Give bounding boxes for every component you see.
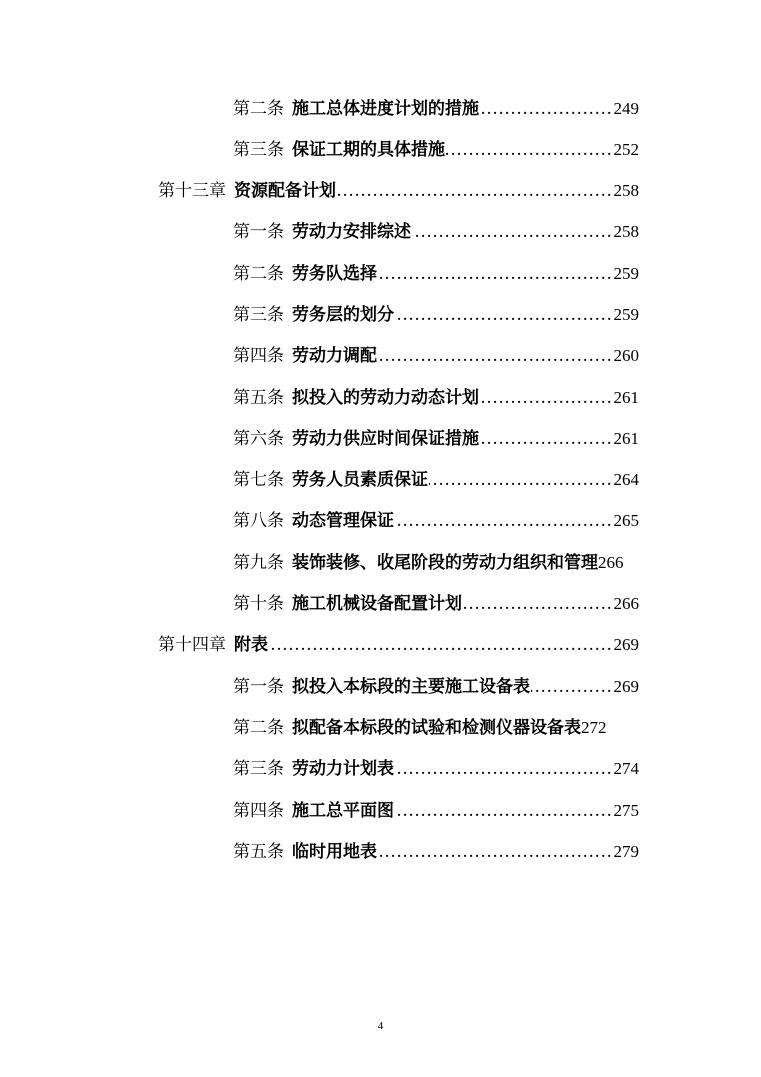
toc-entry-page: 275 <box>613 801 639 820</box>
toc-entry-page: 265 <box>613 511 639 530</box>
toc-dot-leader <box>269 634 613 656</box>
toc-entry-number: 第四条 <box>233 346 284 366</box>
toc-entry-title: 拟配备本标段的试验和检测仪器设备表 <box>292 718 581 738</box>
toc-entry[interactable] <box>233 544 624 574</box>
toc-entry-number: 第二条 <box>233 99 284 119</box>
toc-entry-number: 第九条 <box>233 553 284 573</box>
toc-entry-page: 274 <box>613 759 639 778</box>
toc-entry-title: 装饰装修、收尾阶段的劳动力组织和管理 <box>292 553 598 573</box>
toc-entry-title: 附表 <box>234 635 268 655</box>
toc-entry-number: 第三条 <box>233 305 284 325</box>
toc-entry-page: 266 <box>613 594 639 613</box>
toc-entry-title: 劳务队选择 <box>292 264 377 284</box>
toc-entry-number: 第三条 <box>233 759 284 779</box>
toc-dot-leader <box>429 469 613 491</box>
toc-entry[interactable] <box>233 709 607 739</box>
toc-entry-number: 第五条 <box>233 842 284 862</box>
toc-entry[interactable] <box>233 420 639 450</box>
toc-dot-leader <box>395 758 613 780</box>
toc-entry-title: 动态管理保证 <box>292 511 394 531</box>
toc-entry-number: 第一条 <box>233 222 284 242</box>
toc-entry-page: 259 <box>613 305 639 324</box>
toc-dot-leader <box>531 676 613 698</box>
toc-entry[interactable] <box>233 668 639 698</box>
toc-entry-number: 第十四章 <box>158 635 226 655</box>
toc-entry-title: 资源配备计划 <box>234 181 336 201</box>
toc-dot-leader <box>446 139 613 161</box>
toc-entry[interactable] <box>233 833 639 863</box>
toc-entry-number: 第八条 <box>233 511 284 531</box>
toc-chapter-entry[interactable] <box>158 626 639 656</box>
toc-dot-leader <box>337 180 613 202</box>
toc-dot-leader <box>480 98 613 120</box>
toc-entry-title: 劳动力安排综述 <box>292 222 411 242</box>
toc-dot-leader <box>378 841 613 863</box>
toc-entry[interactable] <box>233 461 639 491</box>
toc-entry[interactable] <box>233 502 639 532</box>
toc-dot-leader <box>395 304 613 326</box>
toc-dot-leader <box>378 263 613 285</box>
toc-dot-leader <box>395 510 613 532</box>
toc-entry[interactable] <box>233 131 639 161</box>
toc-entry[interactable] <box>233 337 639 367</box>
toc-entry-number: 第二条 <box>233 718 284 738</box>
toc-entry-number: 第六条 <box>233 429 284 449</box>
toc-entry-title: 保证工期的具体措施 <box>292 140 445 160</box>
toc-entry-title: 劳务层的划分 <box>292 305 394 325</box>
toc-entry-title: 拟投入的劳动力动态计划 <box>292 388 479 408</box>
toc-chapter-entry[interactable] <box>158 172 639 202</box>
toc-dot-leader <box>480 428 613 450</box>
toc-entry-page: 249 <box>613 99 639 118</box>
toc-dot-leader <box>395 800 613 822</box>
toc-entry-title: 施工总平面图 <box>292 801 394 821</box>
toc-entry-page: 252 <box>613 140 639 159</box>
toc-entry-title: 劳动力供应时间保证措施 <box>292 429 479 449</box>
toc-entry[interactable] <box>233 90 639 120</box>
toc-entry-number: 第十条 <box>233 594 284 614</box>
toc-entry-number: 第四条 <box>233 801 284 821</box>
toc-entry[interactable] <box>233 585 639 615</box>
toc-entry-number: 第十三章 <box>158 181 226 201</box>
toc-entry-number: 第二条 <box>233 264 284 284</box>
toc-entry[interactable] <box>233 255 639 285</box>
toc-entry[interactable] <box>233 792 639 822</box>
toc-entry-page: 264 <box>613 470 639 489</box>
toc-entry-number: 第三条 <box>233 140 284 160</box>
toc-entry-number: 第七条 <box>233 470 284 490</box>
toc-entry[interactable] <box>233 213 639 243</box>
toc-entry-page: 266 <box>598 553 624 572</box>
toc-entry[interactable] <box>233 750 639 780</box>
toc-entry-number: 第一条 <box>233 677 284 697</box>
toc-entry[interactable] <box>233 296 639 326</box>
toc-entry-page: 261 <box>613 388 639 407</box>
toc-dot-leader <box>480 387 613 409</box>
toc-entry-title: 劳动力调配 <box>292 346 377 366</box>
toc-entry-page: 269 <box>613 635 639 654</box>
toc-entry[interactable] <box>233 379 639 409</box>
toc-entry-page: 258 <box>613 222 639 241</box>
toc-dot-leader <box>378 345 613 367</box>
toc-entry-title: 施工总体进度计划的措施 <box>292 99 479 119</box>
toc-entry-page: 260 <box>613 346 639 365</box>
toc-dot-leader <box>412 221 613 243</box>
toc-entry-page: 259 <box>613 264 639 283</box>
toc-entry-page: 261 <box>613 429 639 448</box>
toc-entry-title: 劳务人员素质保证 <box>292 470 428 490</box>
toc-entry-number: 第五条 <box>233 388 284 408</box>
toc-entry-page: 258 <box>613 181 639 200</box>
toc-entry-title: 劳动力计划表 <box>292 759 394 779</box>
toc-entry-title: 临时用地表 <box>292 842 377 862</box>
toc-entry-title: 施工机械设备配置计划 <box>292 594 462 614</box>
toc-entry-page: 269 <box>613 677 639 696</box>
toc-entry-title: 拟投入本标段的主要施工设备表 <box>292 677 530 697</box>
toc-entry-page: 279 <box>613 842 639 861</box>
page-number: 4 <box>377 1020 384 1032</box>
toc-entry-page: 272 <box>581 718 607 737</box>
toc-dot-leader <box>463 593 613 615</box>
